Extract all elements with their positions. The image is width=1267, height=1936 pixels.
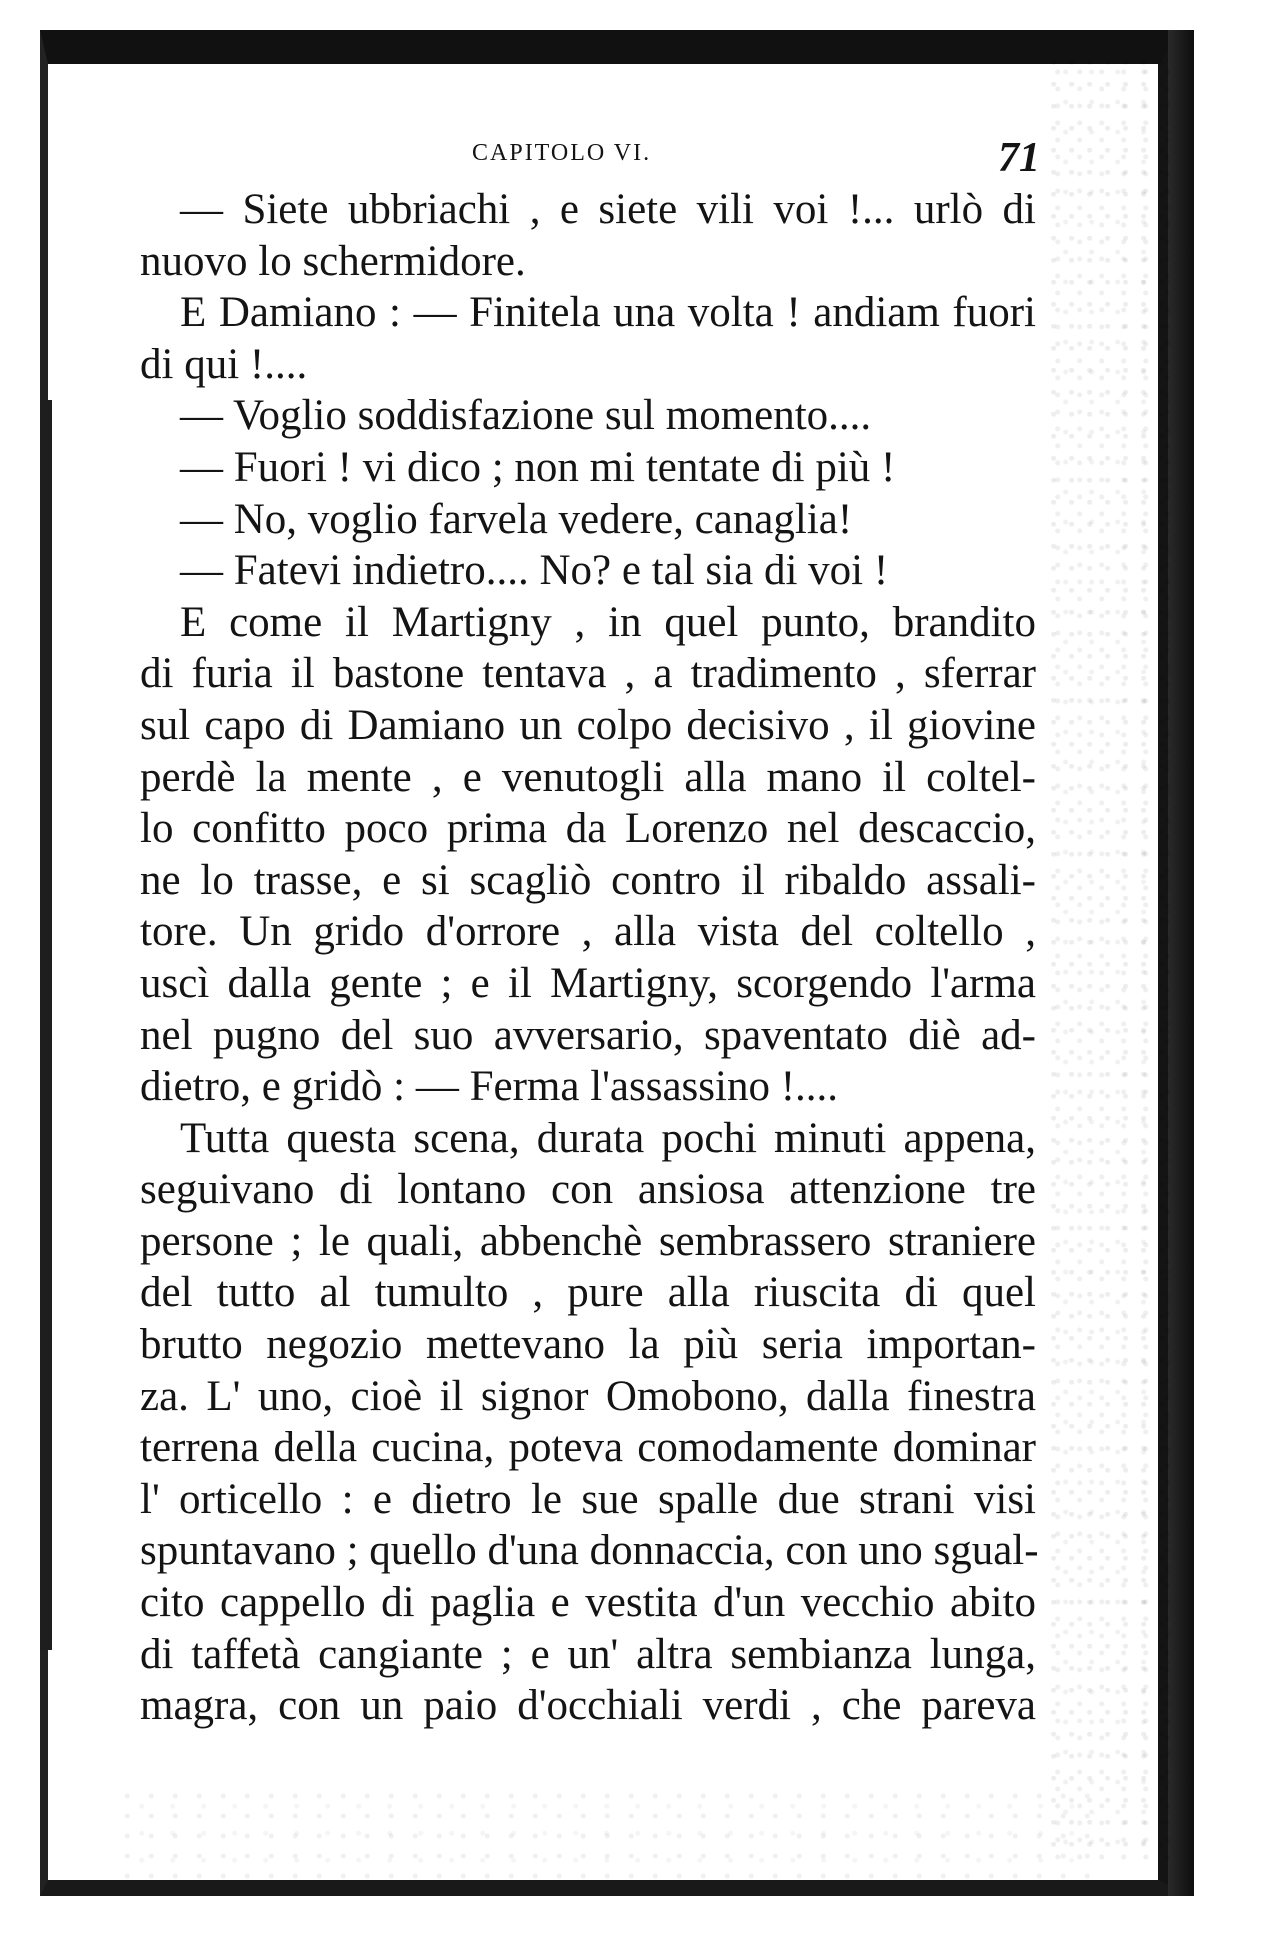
text-line-content: E Damiano : — Finitela una volta ! andiam fuori — [180, 289, 1036, 337]
text-line-content: magra, con un paio d'occhiali verdi , che pareva — [140, 1682, 1036, 1730]
text-line — [140, 1629, 1036, 1681]
text-line — [140, 1422, 1036, 1474]
text-line — [140, 390, 1036, 442]
text-line-content: nuovo lo schermidore. — [140, 237, 526, 285]
text-line-content: — Fatevi indietro.... No? e tal sia di voi ! — [180, 547, 889, 595]
text-line — [140, 1525, 1039, 1577]
text-line — [140, 700, 1036, 752]
page-header — [140, 135, 1040, 184]
text-line — [140, 545, 1036, 597]
body-text — [140, 184, 1039, 1732]
text-line-content: Tutta questa scena, durata pochi minuti appena, — [180, 1114, 1036, 1162]
text-line-content: dietro, e gridò : — Ferma l'assassino !.... — [140, 1063, 839, 1111]
binding-shadow-left — [40, 400, 52, 1650]
text-line — [140, 803, 1036, 855]
text-line-content: l' orticello : e dietro le sue spalle due strani visi — [140, 1475, 1036, 1523]
text-line-content: terrena della cucina, poteva comodamente dominar — [140, 1424, 1036, 1472]
text-line — [140, 1113, 1036, 1165]
text-line-content: del tutto al tumulto , pure alla riuscita di quel — [140, 1269, 1036, 1317]
text-line-content: cito cappello di paglia e vestita d'un vecchio abito — [140, 1579, 1036, 1627]
text-line-content: di furia il bastone tentava , a tradimento , sferrar — [140, 650, 1036, 698]
text-line — [140, 339, 1036, 391]
text-line-content: sul capo di Damiano un colpo decisivo , il giovine — [140, 701, 1036, 749]
text-line — [140, 1371, 1036, 1423]
text-line-content: di taffetà cangiante ; e un' altra sembianza lunga, — [140, 1630, 1036, 1678]
text-line-content: persone ; le quali, abbenchè sembrassero straniere — [140, 1217, 1036, 1265]
text-line-content: brutto negozio mettevano la più seria importan- — [140, 1321, 1036, 1369]
text-line — [140, 752, 1036, 804]
running-head: CAPITOLO VI. — [472, 140, 652, 166]
text-line — [140, 442, 1036, 494]
text-line — [140, 1061, 1036, 1113]
text-line-content: — Voglio soddisfazione sul momento.... — [180, 392, 872, 440]
text-line-content: tore. Un grido d'orrore , alla vista del coltello , — [140, 908, 1036, 956]
scan-noise-bottom — [120, 1790, 1100, 1880]
text-line — [140, 1577, 1036, 1629]
text-line — [140, 958, 1036, 1010]
text-line-content: spuntavano ; quello d'una donnaccia, con uno sgual- — [140, 1527, 1039, 1575]
text-line — [140, 597, 1036, 649]
text-line-content: nel pugno del suo avversario, spaventato diè ad- — [140, 1011, 1036, 1059]
text-line — [140, 1164, 1036, 1216]
text-line — [140, 1267, 1036, 1319]
text-line — [140, 1216, 1036, 1268]
text-line-content: — Siete ubbriachi , e siete vili voi !... urlò di — [180, 186, 1036, 233]
text-line-content: uscì dalla gente ; e il Martigny, scorgendo l'arma — [140, 959, 1036, 1007]
text-line-content: — No, voglio farvela vedere, canaglia! — [180, 495, 853, 543]
text-line-content: ne lo trasse, e si scagliò contro il ribaldo assali- — [140, 856, 1036, 904]
text-line-content: lo confitto poco prima da Lorenzo nel descaccio, — [140, 805, 1036, 853]
text-line — [140, 494, 1036, 546]
page-number: 71 — [998, 135, 1040, 181]
text-line — [140, 1680, 1036, 1732]
text-line-content: seguivano di lontano con ansiosa attenzione tre — [140, 1166, 1036, 1214]
text-line-content: perdè la mente , e venutogli alla mano il coltel- — [140, 753, 1036, 801]
text-line-content: E come il Martigny , in quel punto, brandito — [180, 598, 1036, 646]
text-line-content: — Fuori ! vi dico ; non mi tentate di più ! — [180, 443, 896, 491]
text-line-content: za. L' uno, cioè il signor Omobono, dalla finestra — [140, 1372, 1036, 1420]
binding-shadow-right — [1168, 30, 1194, 1896]
text-line — [140, 1474, 1036, 1526]
scan-noise-right — [1050, 60, 1170, 1860]
text-line — [140, 287, 1036, 339]
text-line — [140, 184, 1036, 236]
text-line — [140, 236, 1036, 288]
text-line — [140, 648, 1036, 700]
text-line — [140, 906, 1036, 958]
text-line-content: di qui !.... — [140, 340, 308, 388]
text-line — [140, 1010, 1036, 1062]
text-line — [140, 855, 1036, 907]
text-line — [140, 1319, 1036, 1371]
